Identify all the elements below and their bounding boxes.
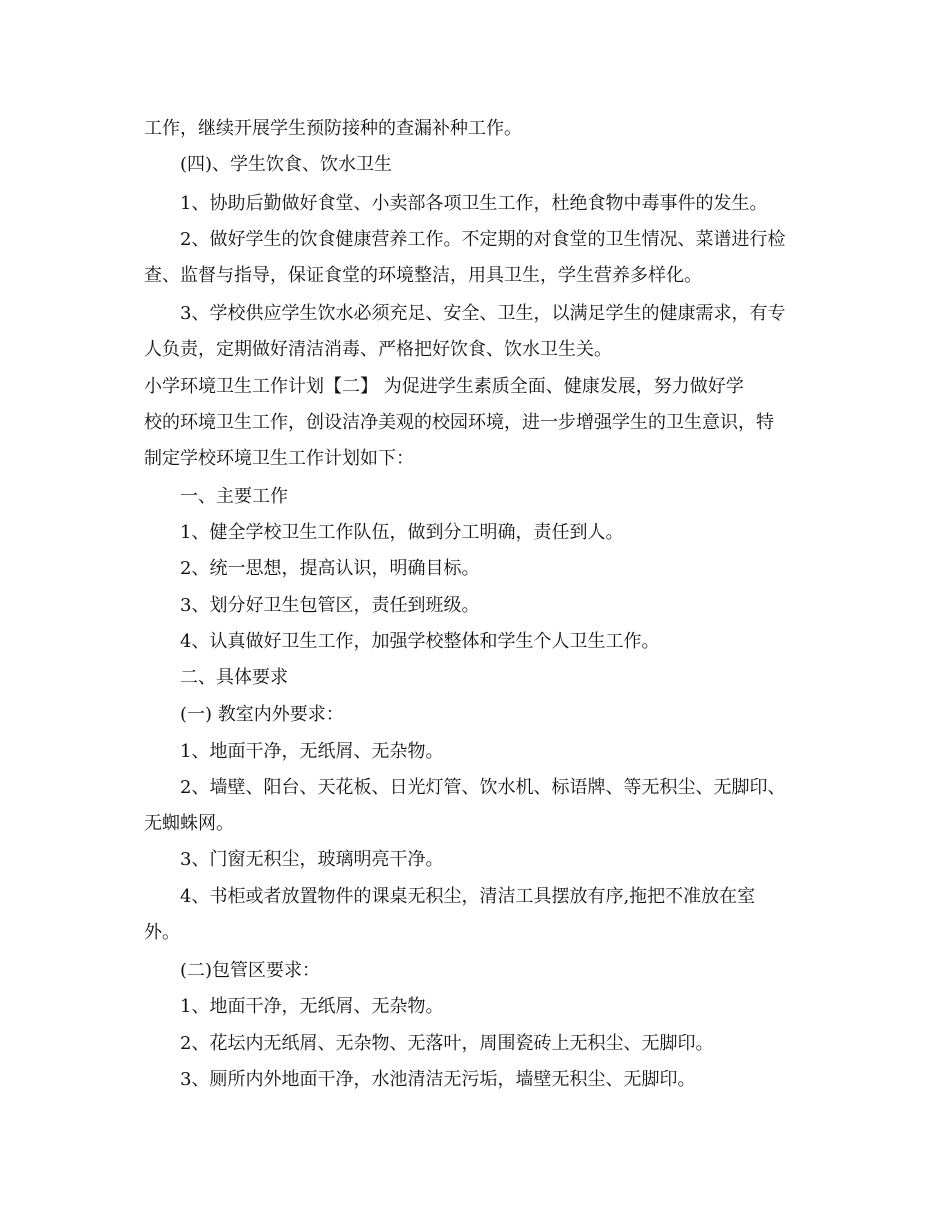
text-line: 查、监督与指导，保证食堂的环境整洁，用具卫生，学生营养多样化。 [144,265,702,286]
text-line: 校的环境卫生工作，创设洁净美观的校园环境，进一步增强学生的卫生意识，特 [144,412,774,433]
text-line: 1、地面干净，无纸屑、无杂物。 [180,741,444,762]
section-heading: (四)、学生饮食、饮水卫生 [180,154,393,175]
text-line: 外。 [144,922,180,943]
text-line: 1、协助后勤做好食堂、小卖部各项卫生工作，杜绝食物中毒事件的发生。 [180,193,768,214]
subsection-heading: (一) 教室内外要求： [180,704,344,725]
section-heading: 一、主要工作 [180,486,288,507]
text-line: 4、认真做好卫生工作，加强学校整体和学生个人卫生工作。 [180,631,660,652]
text-line: 2、统一思想，提高认识，明确目标。 [180,558,480,579]
text-line: 2、花坛内无纸屑、无杂物、无落叶，周围瓷砖上无积尘、无脚印。 [180,1033,714,1054]
text-line: 1、健全学校卫生工作队伍，做到分工明确，责任到人。 [180,522,624,543]
text-line: 无蜘蛛网。 [144,813,234,834]
section-heading: 二、具体要求 [180,667,288,688]
text-line: 4、书柜或者放置物件的课桌无积尘，清洁工具摆放有序,拖把不准放在室 [180,886,756,907]
text-line: 2、做好学生的饮食健康营养工作。不定期的对食堂的卫生情况、菜谱进行检 [180,229,786,250]
text-line: 3、学校供应学生饮水必须充足、安全、卫生，以满足学生的健康需求，有专 [180,303,786,324]
text-line: 3、划分好卫生包管区，责任到班级。 [180,595,480,616]
text-line: 3、门窗无积尘，玻璃明亮干净。 [180,849,444,870]
text-line: 人负责，定期做好清洁消毒、严格把好饮食、饮水卫生关。 [144,339,612,360]
text-line: 工作，继续开展学生预防接种的查漏补种工作。 [144,118,522,139]
text-line: 2、墙壁、阳台、天花板、日光灯管、饮水机、标语牌、等无积尘、无脚印、 [180,777,786,798]
text-line: 3、厕所内外地面干净，水池清洁无污垢，墙壁无积尘、无脚印。 [180,1069,696,1090]
plan-title-line: 小学环境卫生工作计划【二】 为促进学生素质全面、健康发展，努力做好学 [144,376,744,397]
text-line: 1、地面干净，无纸屑、无杂物。 [180,996,444,1017]
subsection-heading: (二)包管区要求： [180,960,321,981]
text-line: 制定学校环境卫生工作计划如下： [144,448,414,469]
